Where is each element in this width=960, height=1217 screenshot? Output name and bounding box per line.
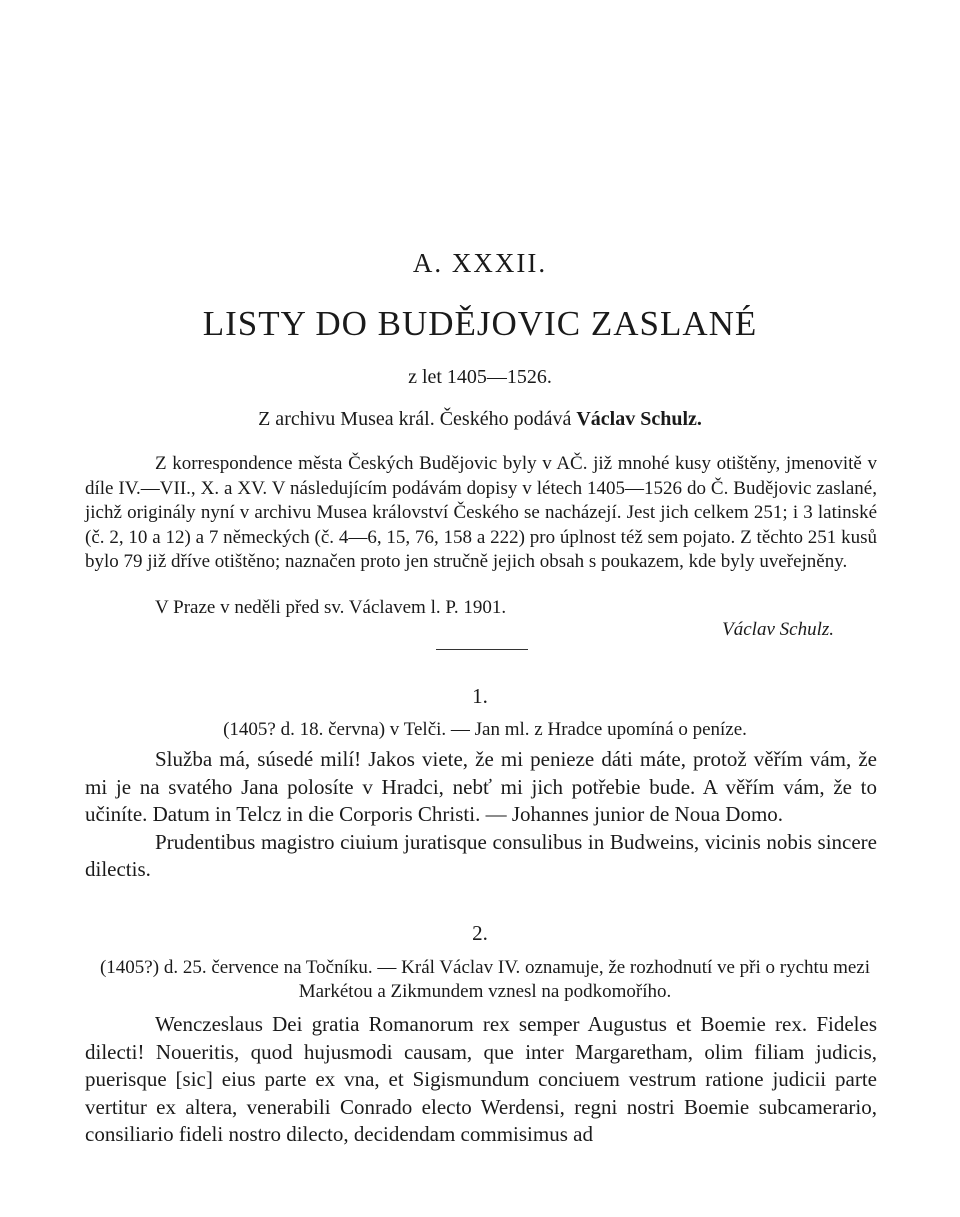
page-title: LISTY DO BUDĚJOVIC ZASLANÉ [202, 304, 758, 343]
intro-block [85, 452, 877, 575]
document-regest: (1405? d. 18. června) v Telči. — Jan ml. z Hradce upomíná o peníze. [223, 719, 747, 740]
intro-date-line: V Praze v neděli před sv. Václavem l. P. 1901. [155, 597, 507, 618]
section-number: A. XXXII. [412, 248, 548, 278]
document-paragraph: Wenczeslaus Dei gratia Romanorum rex semper Augustus et Boemie rex. Fideles dilecti! Noueritis, quod hujusmodi causam, que inter Margaretham, olim filiam judicis, puerisque [sic] eius parte ex vna, et Sigismundum conciuem vestrum ratione judicii parte vertitur ex altera, venerabili Conrado electo Werdensi, regni nostri Boemie subcamerario, consiliario fideli nostro dilecto, decidendam commisimus ad [85, 1012, 877, 1146]
document-regest: (1405?) d. 25. července na Točníku. — Král Václav IV. oznamuje, že rozhodnutí ve při o rychtu mezi Markétou a Zikmundem vznesl na podkomořího. [99, 957, 871, 1002]
document-paragraph: Služba má, súsedé milí! Jakos viete, že mi penieze dáti máte, protož věřím vám, že mi je na svatého Jana polosíte v Hradci, nebť mi jich potřebie bude. A věřím vám, že to učiníte. Datum in Telcz in die Corporis Christi. — Johannes junior de Noua Domo. [85, 747, 877, 826]
intro-signature: Václav Schulz. [722, 619, 834, 640]
section-divider [436, 649, 528, 650]
document-number: 2. [472, 921, 488, 945]
intro-paragraph: Z korrespondence města Českých Budějovic byly v AČ. již mnohé kusy otištěny, jmenovitě v díle IV.—VII., X. a XV. V následujícím podávám dopisy v létech 1405—1526 do Č. Budějovic zaslané, jichž originály nyní v archivu Musea království Českého se nacházejí. Jest jich celkem 251; i 3 latinské (č. 2, 10 a 12) a 7 německých (č. 4—6, 15, 76, 158 a 222) pro úplnost též sem pojato. Z těchto 251 kusů bylo 79 již dříve otištěno; naznačen proto jen stručně jejich obsah s poukazem, kde byly uveřejněny. [85, 453, 877, 573]
source-line [0, 408, 960, 431]
document-number: 1. [472, 684, 488, 708]
year-range: z let 1405—1526. [408, 366, 552, 388]
document-text [85, 746, 877, 884]
document-text [85, 1011, 877, 1149]
document-address: Prudentibus magistro ciuium juratisque consulibus in Budweins, vicinis nobis sincere dilectis. [85, 829, 877, 881]
source-author: Václav Schulz. [576, 408, 702, 430]
source-prefix: Z archivu Musea král. Českého podává [258, 408, 572, 430]
